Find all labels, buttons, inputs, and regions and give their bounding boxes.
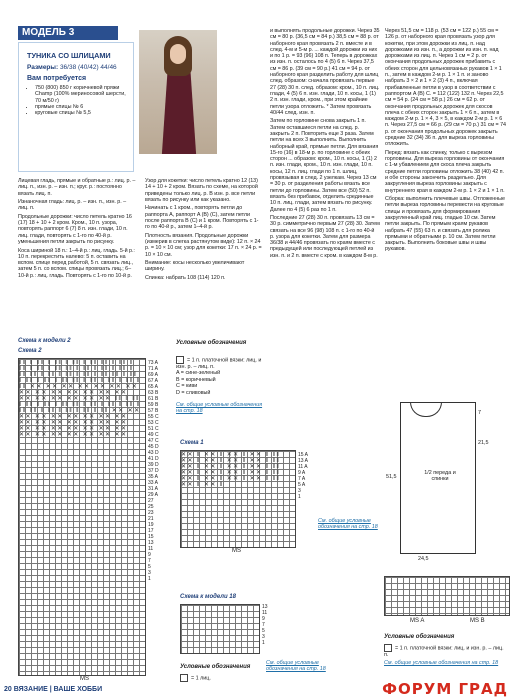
material-item: • прямые спицы № 6 [35,104,133,110]
instructions-column-3 [270,28,380,448]
paragraph: Плотность вязания. Продольные дорожки (измерив в слегка растянутом виде): 12 п. × 24 р. = 10 × 10 см; узор для кокетки: 17 п. × 24 р. = 10 × 10 см. [145,232,262,258]
schematic-width-label: 24,5 [418,556,429,562]
see-general-legend-right[interactable]: См. общие условные обозначения на стр. 18 [384,660,499,666]
paragraph: Через 51,5 см = 118 р. (53 см = 122 р.) 55 см = 126 р. от наборного края провязать узор для кокетки, при этом дорожки из лиц. п. над дорожками из изн. п., а дорожки из изн. п. над дорожками из лиц. п. Через 1 см = 2 р. от окончания продольных дорожек прибавить с обеих сторон для цельновязаных рукавов 1 × 1 п., затем в каждом 2-м р. 1 × 1 п. и заново набрать 3 × 2 и 1 × 2 (3) 4 п., включая прибавленные петли в узор в соответствии с раппортом A (B) C. = 112 (122) 132 п. Через 22,5 см = 54 р. (24 см = 58 р.) 26 см = 62 р. от окончания продольных дорожек для скосов плеча с обеих сторон закрыть 1 × 6 п., затем в каждом 2-м р. 1 × 4, 3 × 5, в каждом 2-м р. 1 × 6 п. Через 27,5 см = 66 р. (29 см = 70 р.) 31 см = 74 р. от окончания продольных дорожек закрыть средние 32 (34) 36 п. для выреза горловины отложить. [385,28,506,148]
knitting-chart-right [384,576,510,616]
instructions-column-1 [18,178,136,281]
title-box [18,42,134,172]
square-symbol-icon [176,356,184,364]
paragraph: Коса шириной 18 п.: 1–4-й р.: лиц. гладь. 5-й р.: 10 п. перекрестить налево: 5 п. оставить на вспом. спице перед работой, 5 п. связать лиц., затем 5 п. со вспом. спицы провязать лиц.; 6–10-й р.: лиц. гладь. Повторять с 1-го по 10-й р. [18,247,135,279]
chart1-stitch-symbols: ✕✕ ‖ ✕✕ ‖ ✕✕ ‖ ✕✕ ‖ ‖‖ ✕✕ ‖ ✕✕ ‖ ✕✕ ‖ ✕✕ ‖ ‖‖ ✕✕ ‖ ✕✕ ‖ ✕✕ ‖ ✕✕ ‖ ‖‖ ✕✕ ‖ ✕✕ ‖ ✕✕ ‖ ✕✕ ‖ ‖‖ ✕✕ ‖ ✕✕ ‖ ✕✕ ‖ ✕✕ ‖ ‖‖ ✕✕ ‖ ✕✕ ‖ [181,452,281,488]
chart-row-labels: 73 A 71 A 69 A 67 A 65 A 63 B 61 B 59 B 57 B 55 C 53 C 51 C 49 C 47 C 45 D 43 D 41 D 39 D 37 D 35 A 33 A 31 A 29 A 27 25 23 21 19 17 15 13 11 9 7 5 3 1 [148,360,159,582]
legend-title-right: Условные обозначения [384,634,455,640]
instructions-column-4 [385,28,507,364]
legend-item: B = коричневый [176,376,216,383]
chart-caption-schema1: Схема 1 [180,440,204,446]
paragraph: Узор для кокетки: число петель кратно 12 (13) 14 + 10 + 2 кром. Вязать по схеме, на которой приведены только лиц. р. В изн. р. все петли вязать по рисунку или как указано. [145,178,258,203]
paragraph: Изнаночная гладь: лиц. р. – изн. п., изн. р. – лиц. п. [18,199,127,212]
material-item: • 750 (800) 850 г коричневой пряжи Champ (100% мериносовой шерсти, 70 м/50 г) [35,85,133,104]
sizes-label: Размеры: [27,64,59,71]
legend-list [176,356,266,396]
chart18-row-labels: 13 11 9 7 5 3 1 [262,604,268,646]
legend-item: A = сине-зеленый [176,370,221,377]
sizes-value: 36/38 (40/42) 44/46 [59,64,117,71]
see-general-legend-18[interactable]: См. общие условные обозначения на стр. 18 [266,660,326,673]
chart1-row-labels: 15 A 13 A 11 A 9 A 7 A 5 A 3 1 [298,452,309,500]
paragraph: Внимание: косы несколько увеличивают ширину. [145,260,245,273]
page-footer: 20 ВЯЗАНИЕ | ВАШЕ ХОББИ [4,686,103,693]
materials-heading: Вам потребуется [27,75,87,82]
legend-title-18: Условные обозначения [180,664,251,670]
brand-watermark: ФОРУМ ГРАД [382,680,508,698]
chart-right-msb: MS B [470,618,485,624]
sizes-line [27,64,133,71]
material-item: • круговые спицы № 5,5 [35,110,133,116]
chart-caption-schema2: Схема 2 [18,348,42,354]
schematic-height-label: 51,5 [386,474,397,480]
paragraph: Продольные дорожки: число петель кратно 16 (17) 18 + 10 + 2 кром. Кром., 10 п. узора, повторять раппорт 6 (7) 8 п. изн. глади, 10 п. лиц. глади, повторять с 1-го по 40-й р. уменьшения петли закрыть по рисунку. [18,213,132,246]
paragraph: Начинать с 1 кром., повторять петли до раппорта A, раппорт A (B) (C), затем петли после раппорта B (C) и 1 кром. Повторять с 1-го по 40-й р., затем 1–4-й р. [145,205,259,231]
see-general-legend-1[interactable]: См. общие условные обозначения на стр. 18 [318,518,378,531]
schematic-yoke-label: 7 [478,410,481,416]
legend-item: C = киви [176,383,198,390]
legend-right-item: = 1 п. платочной вязки: лиц. и изн. р. – лиц. п. [384,645,504,658]
chart1-repeat-label: MS [232,548,241,554]
schematic-label: 1/2 переда и спинки [424,470,456,483]
paragraph: Последние 27 (28) 30 п. провязать 13 см = 30 р. симметрично первым 27 (28) 30. Затем связать на все 96 (98) 108 п. с 1-го по 40-й р. узора для кокетки. Затем для размера 36/38 и 44/46 провязать по краям вместе с предыдущей или последующей петлей из изн. п. и 2 п. вместе с кром. в каждом 8-м р. [270,214,380,259]
paragraph: Лицевая гладь, прямые и обратные р.: лиц. р. – лиц. п., изн. р. – изн. п.; круг. р.: постоянно вязать лиц. п. [18,178,136,197]
paragraph: и выполнять продольные дорожки. Через 35 см = 80 р. (36,5 см = 84 р.) 38,5 см = 88 р. от наборного края провязать 2 п. вместе и в след. 4-м и 5-м р. ... каждой дорожки из них и по 1 р. = 93 (96) 108 п. Теперь в дорожках из изн. п. осталось по 4 (5) 6 п. Через 37,5 см = 86 р. (39 см = 90 р.) 41 см = 94 р. от наборного края разделить работу для шлиц след. образом: сначала провязать первые 27 (28) 30 п. след. образом: кром., 10 п. лиц. глади, 4 (5) 6 п. изн. глади, 10 п. косы, 1 (1) 2 п. изн. глади, кром., при этом крайние петли узора отложить. * Затем провязать 40/44 след. изн. п. [270,28,380,116]
chart-stitch-symbols: ‖‖ ‖ ‖‖ ‖ ‖‖ ‖ ‖‖ ‖ ‖‖ ‖‖ ‖ ‖‖ ‖ ‖‖ ‖ ‖‖ ‖ ‖‖ ‖‖ ‖ ‖‖ ‖ ‖‖ ‖ ‖‖ ‖ ‖‖ ‖‖ ‖ ‖‖ ‖ ‖‖ ‖ ‖‖ ‖ ‖‖ ‖‖ ‖ ‖‖ ‖ ‖‖ ‖ ‖‖ ‖ ‖‖ ‖‖ ‖ ‖‖ ‖ ‖‖ ‖ ‖‖ ‖ ‖‖ ✕✕ ✕✕ ✕✕ ✕✕ ✕✕ ✕✕ ✕✕ ✕✕ ✕✕ ✕✕ ✕✕ ✕✕ ✕✕ ✕✕ ✕✕ ✕✕ ✕✕ ✕✕ ✕✕ ✕✕ ‖‖ ‖ ‖‖ ‖ ‖‖ ‖ ‖‖ ‖ ‖‖ ‖‖ ‖ ‖‖ ‖ ‖‖ ‖ ‖‖ ‖ ‖‖ ‖‖ ‖ ‖‖ ‖ ‖‖ ‖ ‖‖ ‖ ‖‖ ✕✕ ✕✕ ✕✕ ✕✕ ✕✕ ✕✕ ✕✕ ✕✕ ✕✕ ✕✕ ✕✕ ✕✕ ✕✕ ✕✕ ✕✕ ✕✕ ✕✕ ✕✕ ✕✕ ✕✕ ✕✕ ✕✕ ✕✕ ✕✕ ✕✕ ✕✕ ✕✕ ✕✕ ✕✕ ✕✕ [19,360,141,438]
square-symbol-icon [384,644,392,652]
chart-caption-schema18: Схема к модели 18 [180,594,236,600]
paragraph: Перед: вязать как спинку, только с вырезом горловины. Для выреза горловины от окончания с 1-м убавлением для скоса плеча закрыть средние петли горловины отложить 38 (40) 42 п. и обе стороны закончить раздельно. Для закругления выреза горловины закрыть с внутреннего края в каждом 2-м р. 1 × 2 и 1 × 1 п. [385,149,505,194]
paragraph: Спинка: набрать 108 (114) 120 п. [145,274,226,281]
schematic-sleeve-label: 21,5 [478,440,489,446]
chart-repeat-label: MS [80,676,89,682]
paragraph: Сборка: выполнить плечевые швы. Отложенные петли выреза горловины перевести на круговые спицы и провязать для формирования закругленный край лиц. гладью 10 см. Затем петли закрыть. По прямым краям рукавов набрать 47 (55) 63 п. и связать для ролика прямыми и обратными р. 10 см. Затем петли закрыть. Выполнить боковые швы и швы рукавов. [385,196,505,253]
instructions-column-2 [145,178,263,283]
legend-title: Условные обозначения [176,340,247,346]
paragraph: Затем по горловине снова закрыть 1 п. Затем оставшиеся петли на след. р. закрыть 2 п. Повторить еще 3 раза. Затем петли на всех 3 выполнить. Выполнить наборный край, прямые петли. Для вязания 15-го (16) в 18-м р. по горловине с обеих сторон ... образом: кром., 10 п. косы, 1 (1) 2 п. изн. глади, кром., 10 п. изн. глади, 10 п. косы, 12 п. лиц. глади по 1 п. шлиц, провязывая в след. 2 узелкам. Через 13 см = 30 р. от разделения работы вязать все петли до горловины. Затем все (50) 52 п. вязать без прибавок, отделить срединные 10 п. лиц. глади, затем вязать по рисунку. Далее по 4 (5) 6 раз по 1 п. [270,118,379,213]
legend-item: D = сливовый [176,389,211,396]
legend-item: = 1 п. платочной вязки: лиц. и изн. р. – лиц. п. [176,357,262,370]
photo-face [170,44,186,64]
materials-list [27,85,133,116]
square-symbol-icon [180,674,188,682]
chart-caption-main: Схема к модели 2 [18,338,71,344]
see-general-legend[interactable]: См. общие условные обозначения на стр. 18 [176,402,263,415]
chart-right-msa: MS A [410,618,425,624]
legend18-item: = 1 лиц. [180,674,211,682]
garment-title: ТУНИКА СО ШЛИЦАМИ [27,51,111,60]
model-heading: МОДЕЛЬ 3 [18,26,118,40]
knitting-chart-schema18 [180,604,260,654]
